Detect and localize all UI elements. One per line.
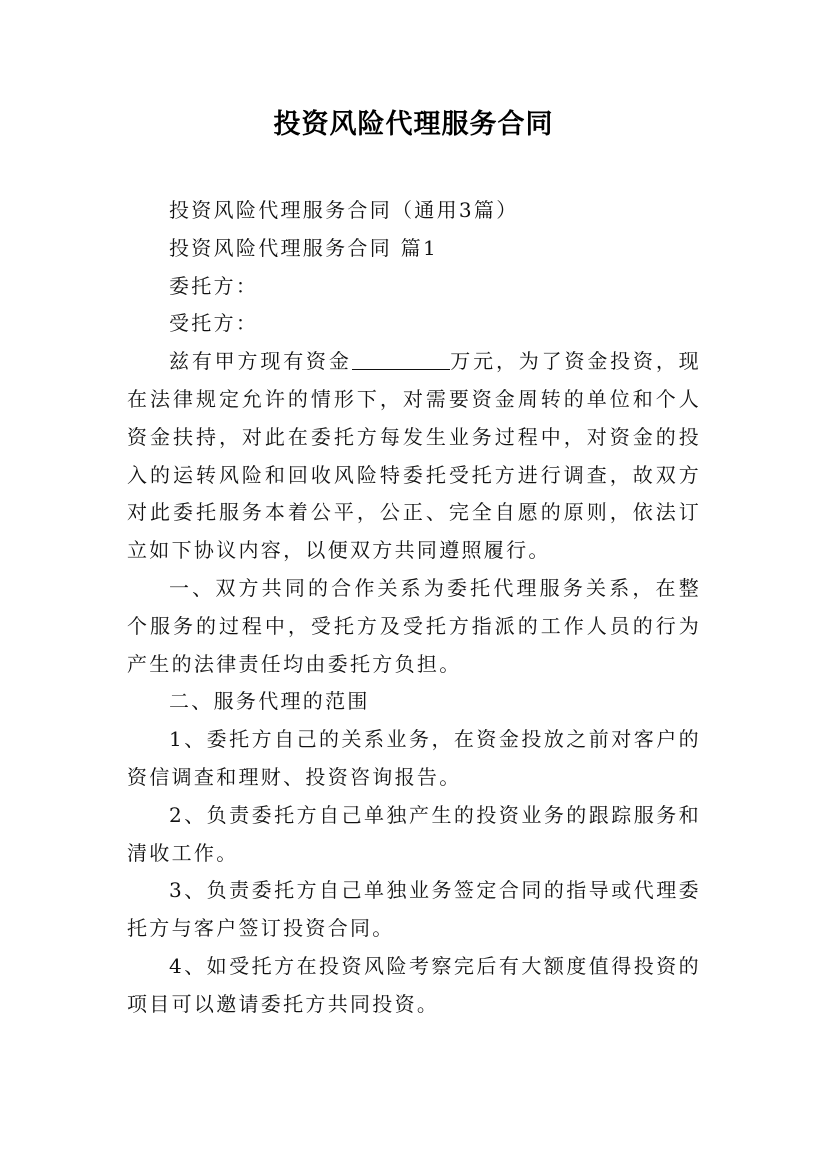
preamble-rest: 万元，为了资金投资，现在法律规定允许的情形下，对需要资金周转的单位和个人资金扶持，对此在委托方每发生业务过程中，对资金的投入的运转风险和回收风险特委托受托方进行调查，故双方对此委托服务本着公平，公正、完全自愿的原则，依法订立如下协议内容，以便双方共同遵照履行。 (127, 349, 701, 563)
paragraph-clause-1: 一、双方共同的合作关系为委托代理服务关系，在整个服务的过程中，受托方及受托方指派的工作人员的行为产生的法律责任均由委托方负担。 (127, 575, 701, 676)
paragraph-item-2: 2、负责委托方自己单独产生的投资业务的跟踪服务和清收工作。 (127, 802, 701, 865)
paragraph-section-heading: 投资风险代理服务合同 篇1 (169, 235, 438, 260)
paragraph-item-4: 4、如受托方在投资风险考察完后有大额度值得投资的项目可以邀请委托方共同投资。 (127, 953, 701, 1016)
paragraph-clause-2-heading: 二、服务代理的范围 (169, 689, 370, 714)
document-title: 投资风险代理服务合同 (273, 109, 554, 140)
paragraph-principal: 委托方： (169, 273, 259, 298)
paragraph-agent: 受托方： (169, 311, 259, 336)
amount-blank (352, 347, 450, 370)
paragraph-preamble (127, 343, 701, 570)
paragraph-subtitle: 投资风险代理服务合同（通用3篇） (169, 198, 519, 222)
paragraph-item-1: 1、委托方自己的关系业务，在资金投放之前对客户的资信调查和理财、投资咨询报告。 (127, 727, 701, 789)
document-body (127, 192, 701, 1024)
paragraph-item-3: 3、负责委托方自己单独业务签定合同的指导或代理委托方与客户签订投资合同。 (127, 878, 701, 941)
preamble-lead: 兹有甲方现有资金 (169, 349, 352, 374)
